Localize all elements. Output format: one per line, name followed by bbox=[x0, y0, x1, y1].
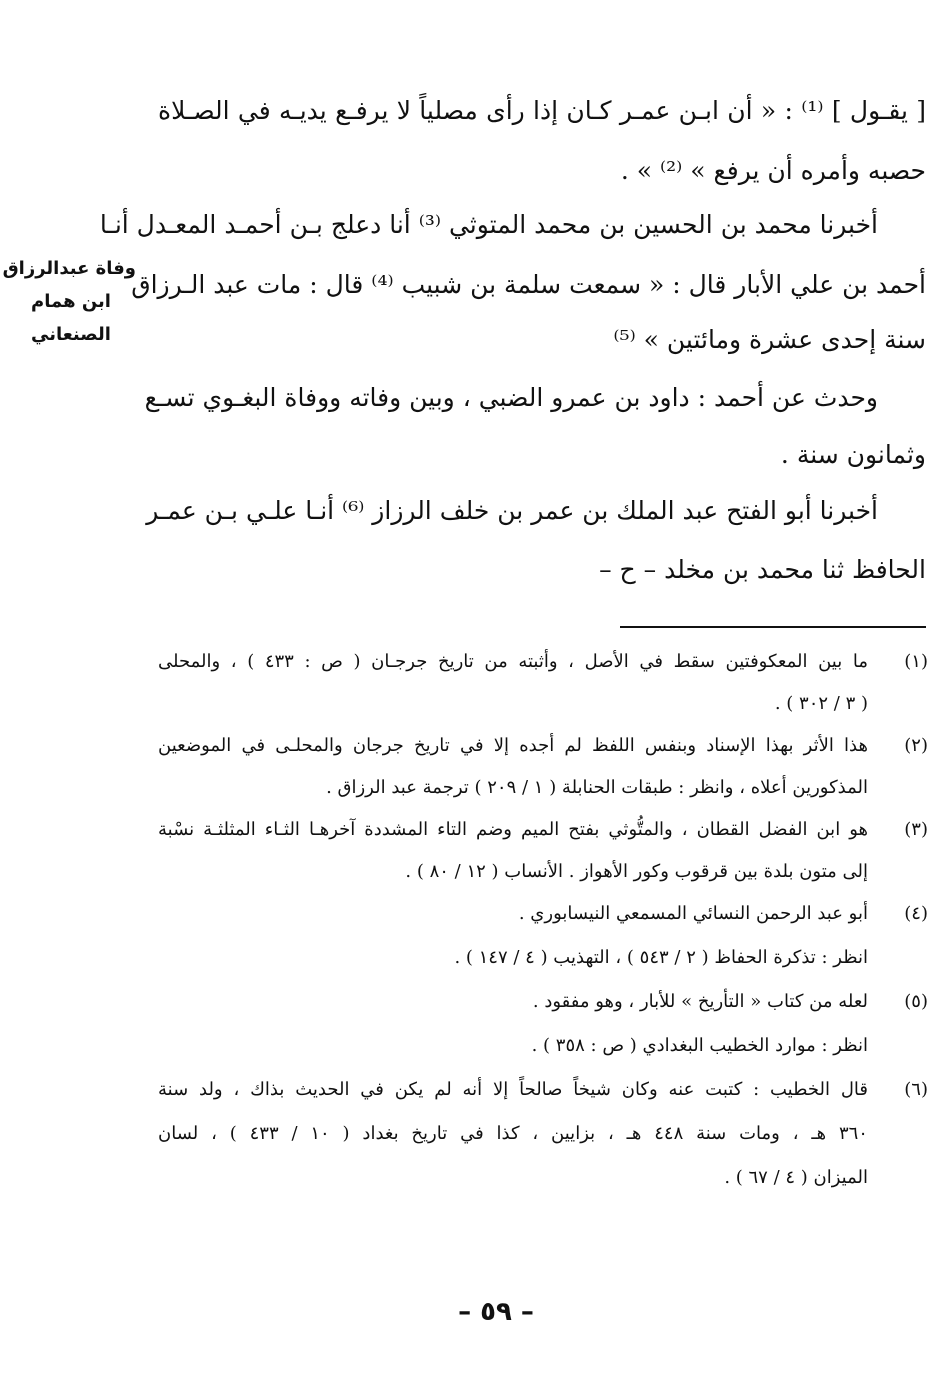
main-text-line: الحافظ ثنا محمد بن مخلد – ح – bbox=[599, 555, 926, 584]
footnote-number: (٤) bbox=[904, 903, 928, 924]
main-text-line: أخبرنا محمد بن الحسين بن محمد المتوثي ⁽³⁾ أنا دعلج بـن أحمـد المعـدل أنـا bbox=[99, 210, 878, 239]
footnote-line: لعله من كتاب « التأريخ » للأبار ، وهو مفقود . bbox=[532, 991, 868, 1012]
footnote-divider bbox=[620, 626, 926, 628]
main-text-line: [ يقـول ] ⁽¹⁾ : « أن ابـن عمـر كـان إذا رأى مصلياً لا يرفـع يديـه في الصـلاة bbox=[158, 96, 927, 125]
footnote-line: الميزان ( ٤ / ٦٧ ) . bbox=[724, 1167, 868, 1188]
footnote-number: (١) bbox=[904, 651, 928, 672]
footnote-line: ما بين المعكوفتين سقط في الأصل ، وأثبته من تاريخ جرجـان ( ص : ٤٣٣ ) ، والمحلى bbox=[158, 651, 868, 672]
footnote-line: انظر : موارد الخطيب البغدادي ( ص : ٣٥٨ ) . bbox=[531, 1035, 868, 1056]
margin-note-line: وفاة عبدالرزاق bbox=[2, 258, 136, 279]
main-text-line: وثمانون سنة . bbox=[780, 440, 926, 469]
main-text-line: أخبرنا أبو الفتح عبد الملك بن عمر بن خلف الرزاز ⁽⁶⁾ أنـا علـي بـن عمـر bbox=[146, 496, 878, 525]
main-text-line: وحدث عن أحمد : داود بن عمرو الضبي ، وبين وفاته ووفاة البغـوي تسـع bbox=[144, 383, 878, 412]
footnote-number: (٦) bbox=[904, 1079, 928, 1100]
footnote-line: هذا الأثر بهذا الإسناد وبنفس اللفظ لم أجده إلا في تاريخ جرجان والمحلـى في الموضعين bbox=[158, 735, 868, 756]
footnote-line: هو ابن الفضل القطان ، والمتُّوثي بفتح الميم وضم التاء المشددة آخرهـا الثـاء المثلثـة نسْبة bbox=[158, 819, 868, 840]
page-number: – ٥٩ – bbox=[458, 1297, 534, 1327]
footnote-line: قال الخطيب : كتبت عنه وكان شيخاً صالحاً إلا أنه لم يكن في الحديث بذاك ، ولد سنة bbox=[158, 1079, 868, 1100]
margin-note bbox=[2, 252, 136, 351]
footnote-line: أبو عبد الرحمن النسائي المسمعي النيسابوري . bbox=[518, 903, 868, 924]
footnote-number: (٥) bbox=[904, 991, 928, 1012]
margin-note-line: الصنعاني bbox=[31, 324, 111, 345]
main-text-line: حصبه وأمره أن يرفع » ⁽²⁾ » . bbox=[620, 156, 926, 185]
footnote-number: (٣) bbox=[904, 819, 928, 840]
footnote-line: انظر : تذكرة الحفاظ ( ٢ / ٥٤٣ ) ، التهذيب ( ٤ / ١٤٧ ) . bbox=[454, 947, 868, 968]
footnote-line: ٣٦٠ هـ ، ومات سنة ٤٤٨ هـ ، بزايين ، كذا في تاريخ بغداد ( ١٠ / ٤٣٣ ) ، لسان bbox=[158, 1123, 868, 1144]
main-text-line: سنة إحدى عشرة ومائتين » ⁽⁵⁾ bbox=[613, 325, 926, 354]
main-text-line: أحمد بن علي الأبار قال : « سمعت سلمة بن شبيب ⁽⁴⁾ قال : مات عبد الـرزاق bbox=[131, 270, 926, 299]
footnote-line: المذكورين أعلاه ، وانظر : طبقات الحنابلة ( ١ / ٢٠٩ ) ترجمة عبد الرزاق . bbox=[326, 777, 868, 798]
footnote-line: إلى متون بلدة بين قرقوب وكور الأهواز . الأنساب ( ١٢ / ٨٠ ) . bbox=[405, 861, 868, 882]
footnote-line: ( ٣ / ٣٠٢ ) . bbox=[774, 693, 868, 714]
margin-note-line: ابن همام bbox=[31, 291, 111, 312]
footnote-number: (٢) bbox=[904, 735, 928, 756]
